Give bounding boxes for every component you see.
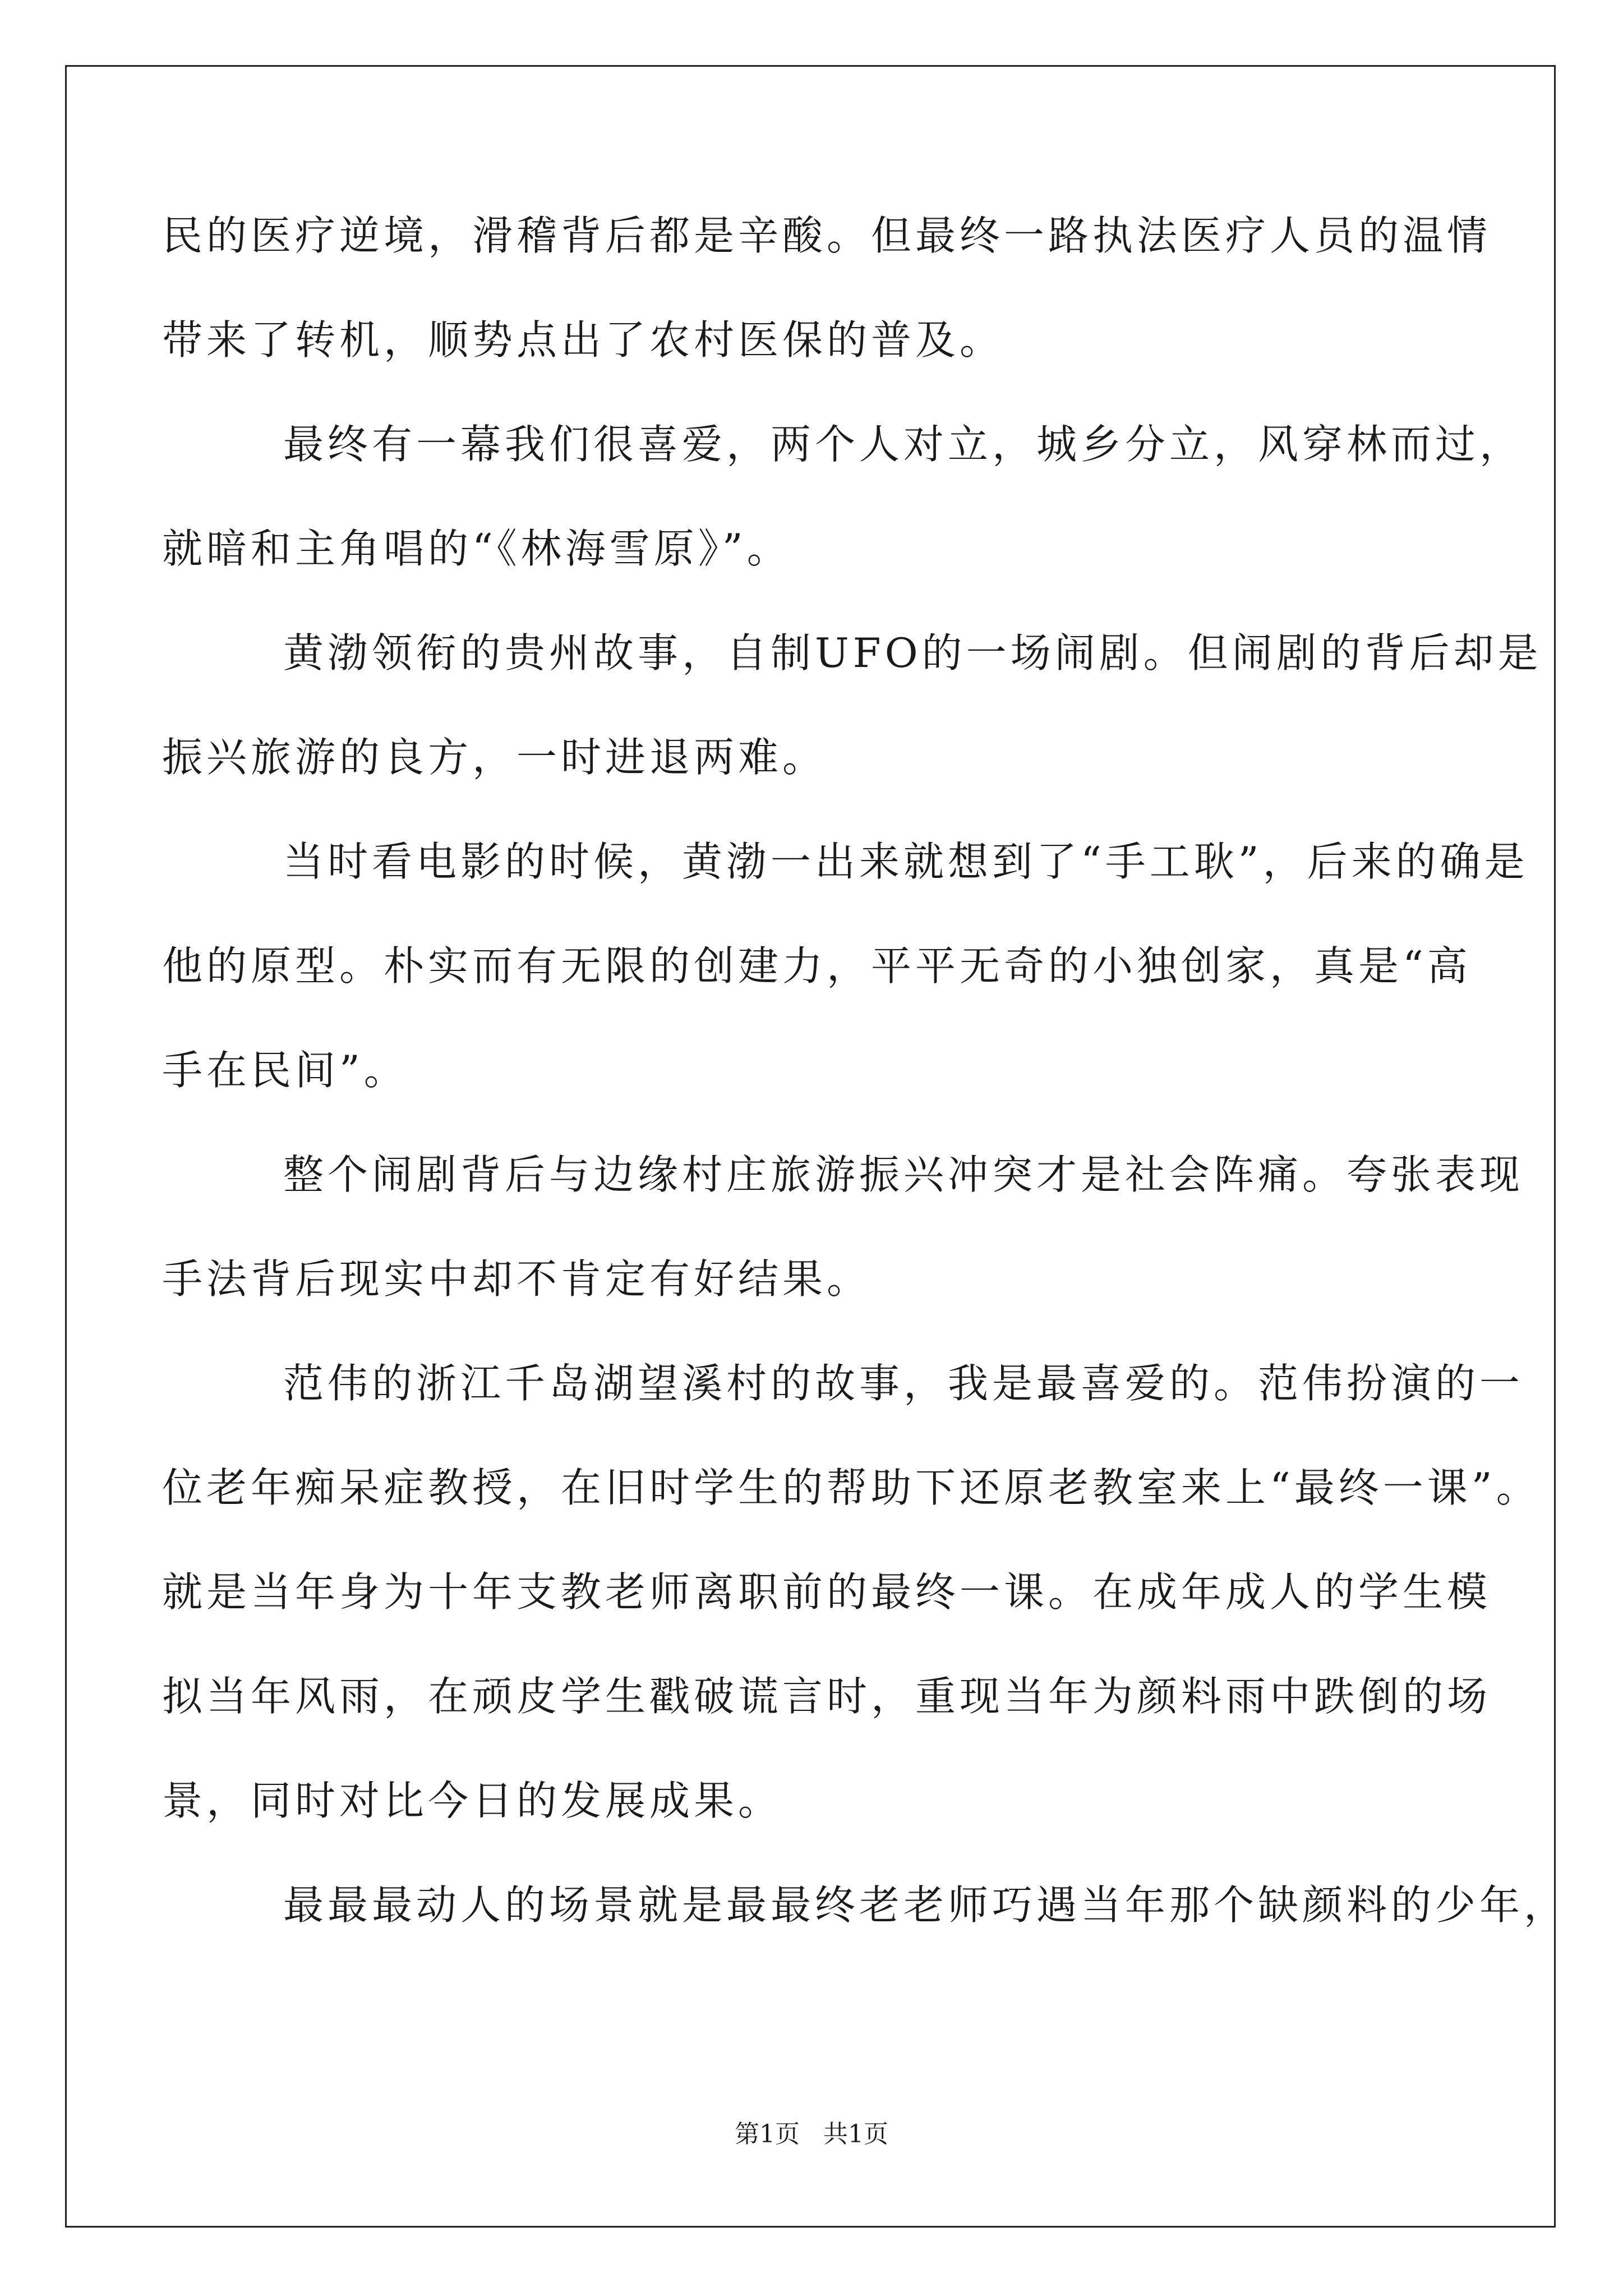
text-line: 拟当年风雨，在顽皮学生戳破谎言时，重现当年为颜料雨中跌倒的场 [162, 1673, 1492, 1720]
paragraph-start-line: 最最最动人的场景就是最最终老老师巧遇当年那个缺颜料的少年， [283, 1881, 1569, 1929]
text-line: 景，同时对比今日的发展成果。 [162, 1777, 783, 1824]
paragraph-start-line: 当时看电影的时候，黄渤一出来就想到了“手工耿”，后来的确是 [283, 838, 1529, 885]
paragraph-start-line: 黄渤领衔的贵州故事，自制UFO的一场闹剧。但闹剧的背后却是 [283, 629, 1542, 677]
paragraph-start-line: 最终有一幕我们很喜爱，两个人对立，城乡分立，风穿林而过， [283, 421, 1524, 468]
text-line: 就是当年身为十年支教老师离职前的最终一课。在成年成人的学生模 [162, 1568, 1492, 1616]
text-line: 手在民间”。 [162, 1047, 408, 1094]
paragraph-start-line: 范伟的浙江千岛湖望溪村的故事，我是最喜爱的。范伟扮演的一 [283, 1360, 1524, 1407]
page-number: 第1页 共1页 [735, 2120, 888, 2148]
text-line: 位老年痴呆症教授，在旧时学生的帮助下还原老教室来上“最终一课”。 [162, 1464, 1541, 1511]
text-line: 振兴旅游的良方，一时进退两难。 [162, 734, 827, 781]
text-line: 手法背后现实中却不肯定有好结果。 [162, 1255, 872, 1303]
text-line: 他的原型。朴实而有无限的创建力，平平无奇的小独创家，真是“高 [162, 942, 1472, 990]
text-line: 民的医疗逆境，滑稽背后都是辛酸。但最终一路执法医疗人员的温情 [162, 212, 1492, 259]
text-line: 带来了转机，顺势点出了农村医保的普及。 [162, 316, 1004, 364]
paragraph-start-line: 整个闹剧背后与边缘村庄旅游振兴冲突才是社会阵痛。夸张表现 [283, 1151, 1524, 1198]
text-line: 就暗和主角唱的“《林海雪原》”。 [162, 525, 791, 572]
